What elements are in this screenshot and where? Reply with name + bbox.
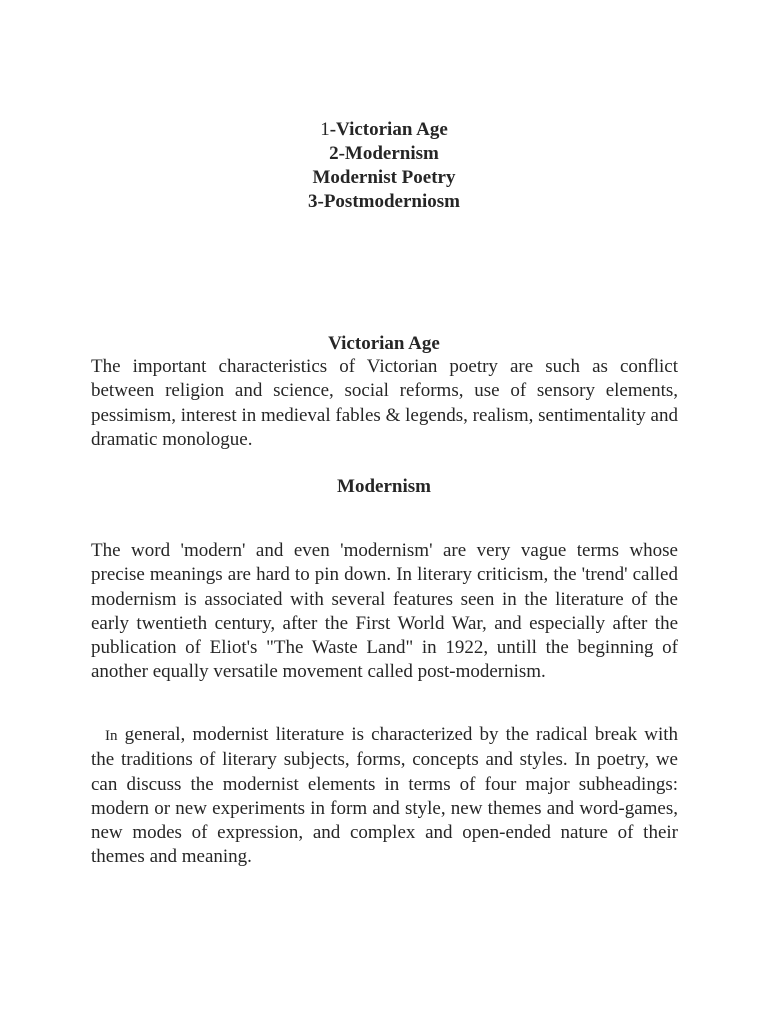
section-heading-modernism: Modernism	[337, 476, 431, 497]
modernism-paragraph-1: The word 'modern' and even 'modernism' are very vague terms whose precise meanings are hard to pin down. In literary criticism, the 'trend' called modernism is associated with several features seen in the literature of the early twentieth century, after the First World War, and especially after the publication of Eliot's "The Waste Land" in 1922, untill the beginning of another equally versatile movement called post-modernism.	[91, 540, 678, 683]
modernism-paragraph-2	[91, 723, 678, 870]
paragraph-body-text: general, modernist literature is characterized by the radical break with the traditions of literary subjects, forms, concepts and styles. In poetry, we can discuss the modernist elements in terms of four major subheadings: modern or new experiments in form and style, new themes and word-games, new modes of expression, and complex and open-ended nature of their themes and meaning.	[91, 724, 678, 868]
toc-item-victorian-age	[0, 118, 768, 142]
table-of-contents	[0, 118, 768, 214]
toc-item-postmodernism: 3-Postmoderniosm	[308, 191, 460, 212]
section-heading-victorian-age: Victorian Age	[328, 333, 440, 354]
victorian-age-paragraph: The important characteristics of Victorian poetry are such as conflict between religion and science, social reforms, use of sensory elements, pessimism, interest in medieval fables & legends, realism, sentimentality and dramatic monologue.	[91, 356, 678, 450]
toc-item-modernism: 2-Modernism	[329, 143, 439, 164]
toc-item-modernist-poetry: Modernist Poetry	[312, 167, 456, 188]
paragraph-initial-word: In	[105, 728, 118, 744]
toc-item-label: -Victorian Age	[329, 119, 448, 140]
toc-item-number: 1	[320, 119, 330, 140]
